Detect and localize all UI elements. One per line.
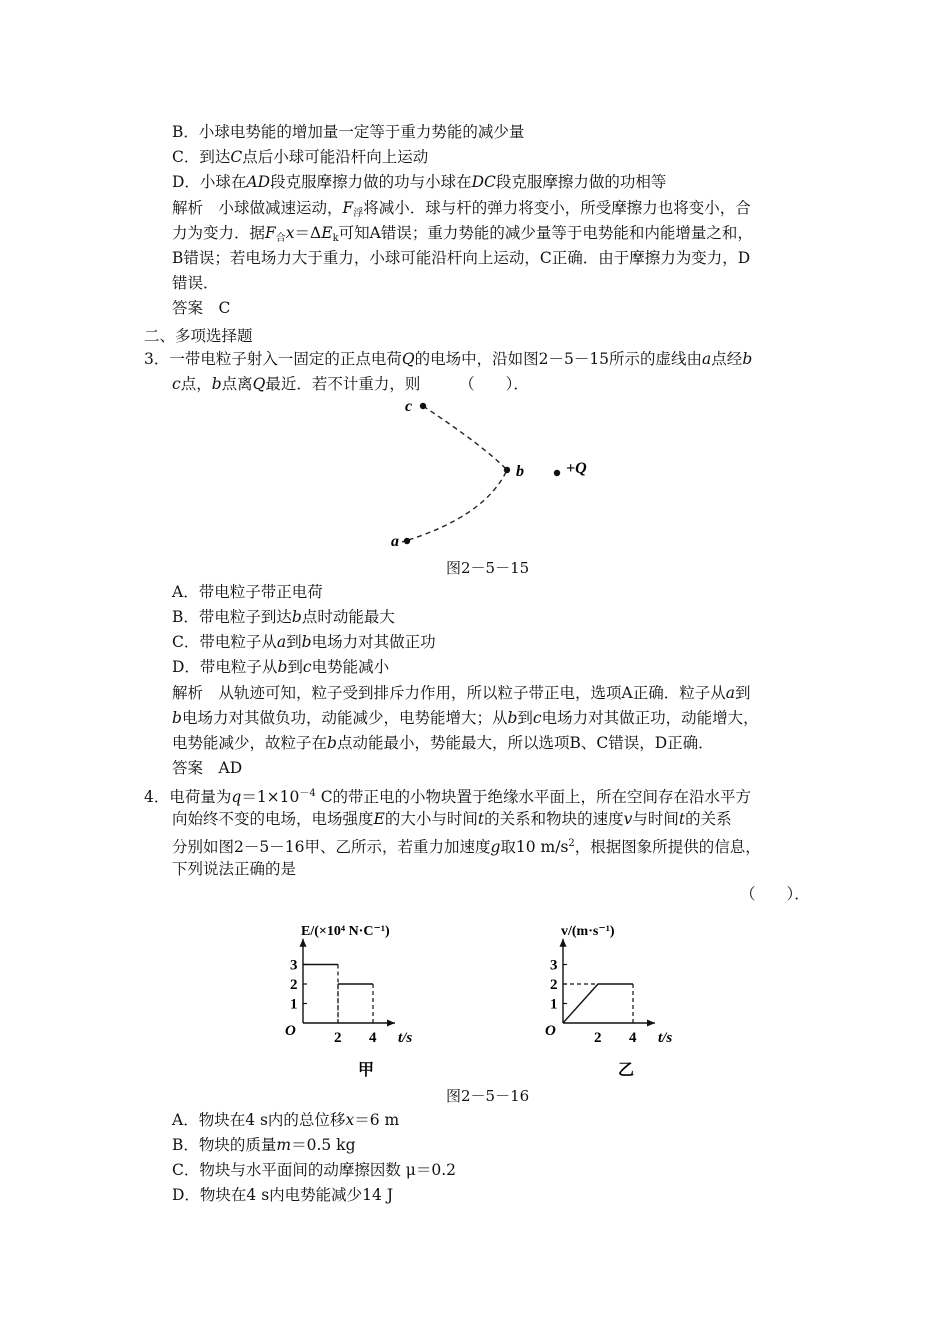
- q3-stem-line2: c点，b点离Q最近．若不计重力，则 （ ）．: [172, 375, 529, 393]
- point-c: [420, 403, 426, 409]
- origin-label: O: [285, 1023, 296, 1039]
- q4-stem-line4: 下列说法正确的是: [172, 860, 297, 878]
- origin-label: O: [545, 1023, 556, 1039]
- point-b: [504, 467, 510, 473]
- trajectory-path: [402, 406, 507, 542]
- x-axis-label: t/s: [398, 1030, 413, 1046]
- label-a: a: [391, 533, 399, 550]
- q3-analysis-line2: b电场力对其做负功，动能减少，电势能增大；从b到c电场力对其做正功，动能增大，: [172, 709, 759, 727]
- label-b: b: [516, 463, 524, 480]
- q4-stem-line2: 向始终不变的电场，电场强度E的大小与时间t的关系和物块的速度v与时间t的关系: [172, 810, 732, 828]
- q2-analysis-line2: 力为变力．据$F_合x=\Delta E_k$可知A错误；重力势能的减少量等于电势能和内能增量之和，: [172, 224, 753, 244]
- series-line: [563, 984, 633, 1023]
- y-tick-label: 2: [290, 977, 298, 993]
- label-c: c: [405, 398, 413, 415]
- q4-option-b: B．物块的质量m＝0.5 kg: [172, 1136, 356, 1154]
- chart-yi: [530, 905, 720, 1080]
- x-axis-label: t/s: [658, 1030, 673, 1046]
- q4-stem-line3: 分别如图2－5－16甲、乙所示，若重力加速度g取10 $m/s^2$，根据图象所提供的信息，: [172, 838, 761, 856]
- x-axis-arrow: [387, 1020, 395, 1027]
- chart-caption: 乙: [618, 1062, 635, 1079]
- q3-stem-line1: 3．一带电粒子射入一固定的正点电荷Q的电场中，沿如图2－5－15所示的虚线由a点经b: [144, 350, 753, 368]
- x-tick-label: 2: [334, 1030, 342, 1046]
- q2-answer: 答案 C: [172, 299, 231, 317]
- q3-option-b: B．带电粒子到达b点时动能最大: [172, 608, 395, 626]
- y-tick-label: 1: [550, 996, 558, 1013]
- y-axis-arrow: [300, 939, 307, 947]
- q2-analysis-line1: 解析 小球做减速运动，$F_浮$将减小．球与杆的弹力将变小，所受摩擦力也将变小，合: [172, 199, 751, 219]
- point-a: [404, 538, 410, 544]
- chart-jia: [270, 905, 460, 1080]
- q3-answer: 答案 AD: [172, 759, 243, 777]
- trajectory-figure: [380, 392, 610, 554]
- y-axis-label: v/(m·s⁻¹): [561, 923, 615, 939]
- q3-option-a: A．带电粒子带正电荷: [172, 583, 323, 601]
- section-title: 二、多项选择题: [144, 327, 253, 345]
- q3-analysis-line1: 解析 从轨迹可知，粒子受到排斥力作用，所以粒子带正电，选项A正确．粒子从a到: [172, 684, 751, 702]
- q3-analysis-line3: 电势能减少，故粒子在b点动能最小，势能最大，所以选项B、C错误，D正确．: [172, 734, 714, 752]
- q2-option-b: B．小球电势能的增加量一定等于重力势能的减少量: [172, 123, 525, 141]
- q4-answer-bracket: （ ）．: [740, 885, 810, 903]
- q4-option-a: A．物块在4 s内的总位移x＝6 m: [172, 1111, 400, 1129]
- figure-caption-2-5-15: 图2－5－15: [446, 559, 530, 577]
- y-tick-label: 2: [550, 977, 558, 993]
- q2-option-d: D．小球在AD段克服摩擦力做的功与小球在DC段克服摩擦力做的功相等: [172, 173, 667, 191]
- y-axis-arrow: [560, 939, 567, 947]
- charge-q: [554, 470, 560, 476]
- y-tick-label: 3: [550, 957, 558, 974]
- label-q: +Q: [566, 460, 587, 477]
- q2-analysis-line3: B错误；若电场力大于重力，小球可能沿杆向上运动，C正确．由于摩擦力为变力，D: [172, 249, 751, 267]
- y-axis-label: E/(×10⁴ N·C⁻¹): [301, 923, 390, 939]
- q4-option-c: C．物块与水平面间的动摩擦因数 μ＝0.2: [172, 1161, 457, 1179]
- q2-analysis-line4: 错误．: [172, 274, 219, 292]
- q2-option-c: C．到达C点后小球可能沿杆向上运动: [172, 148, 429, 166]
- q3-option-d: D．带电粒子从b到c电势能减小: [172, 658, 390, 676]
- q3-option-c: C．带电粒子从a到b电场力对其做正功: [172, 633, 436, 651]
- x-tick-label: 2: [594, 1030, 602, 1046]
- q4-stem-line1: 4．电荷量为$q=1\times 10^{-4}$ C的带正电的小物块置于绝缘水平面上，所在空间存在沿水平方: [144, 788, 752, 806]
- y-tick-label: 1: [290, 996, 298, 1013]
- figure-caption-2-5-16: 图2－5－16: [446, 1087, 530, 1105]
- x-tick-label: 4: [369, 1030, 377, 1046]
- x-axis-arrow: [647, 1020, 655, 1027]
- q4-option-d: D．物块在4 s内电势能减少14 J: [172, 1186, 394, 1204]
- chart-caption: 甲: [358, 1062, 375, 1079]
- y-tick-label: 3: [290, 957, 298, 974]
- x-tick-label: 4: [629, 1030, 637, 1046]
